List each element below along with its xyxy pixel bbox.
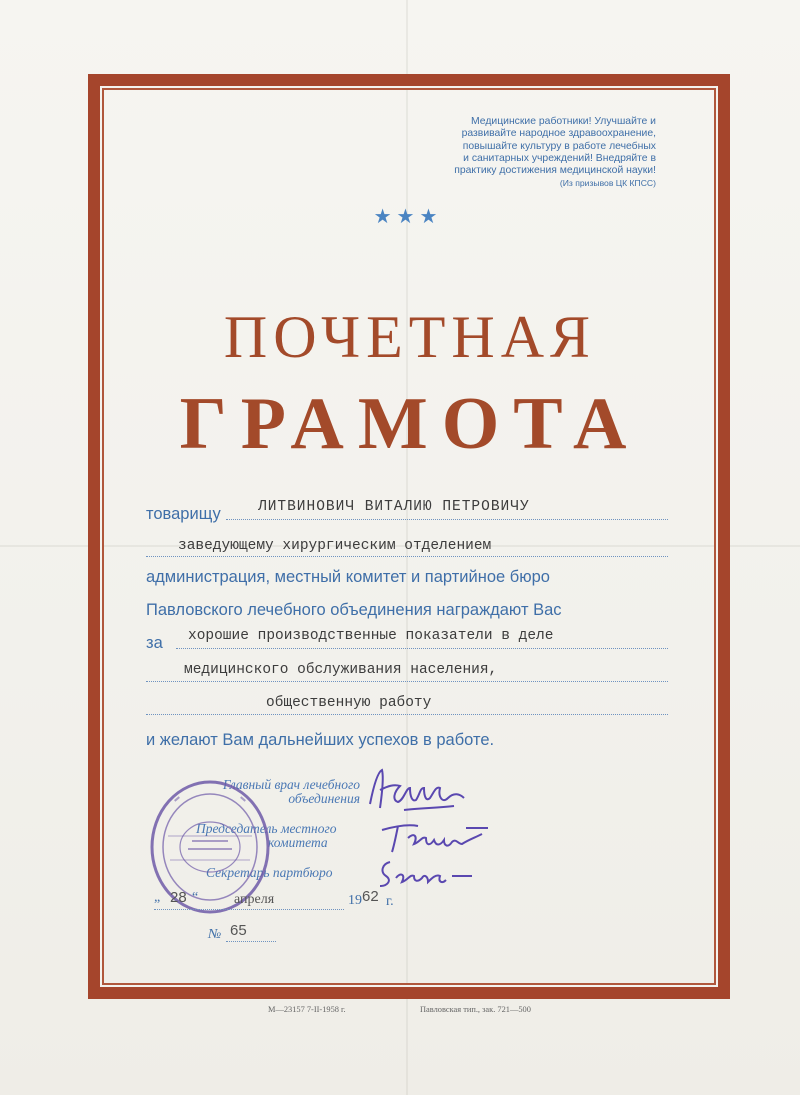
secretary-label: Секретарь партбюро xyxy=(206,865,333,880)
slogan-source: (Из призывов ЦК КПСС) xyxy=(559,178,656,189)
date-open-quote: „ xyxy=(154,890,161,905)
recipient-position: заведующему хирургическим отделением xyxy=(178,538,492,554)
title-line-2: ГРАМОТА xyxy=(179,383,641,465)
date-year-prefix: 19 xyxy=(348,893,362,908)
number-value: 65 xyxy=(230,922,247,939)
dotted-line xyxy=(146,681,668,682)
body-line-1: администрация, местный комитет и партийное бюро xyxy=(146,568,550,586)
date-year-end: г. xyxy=(386,894,394,909)
committee-label-line: Председатель местного xyxy=(196,821,337,836)
reason-line-1: хорошие производственные показатели в деле xyxy=(188,628,554,644)
slogan-line: развивайте народное здравоохранение, xyxy=(461,128,656,140)
slogan-line: повышайте культуру в работе лечебных xyxy=(462,140,656,152)
slogan-line: практику достижения медицинской науки! xyxy=(454,165,656,177)
date-close-quote: “ xyxy=(192,890,199,905)
date-year-suffix: 62 xyxy=(362,888,379,905)
footer-order-code: М—23157 7-II-1958 г. xyxy=(268,1005,346,1014)
slogan-line: Медицинские работники! Улучшайте и xyxy=(471,116,656,127)
party-slogan xyxy=(401,116,656,190)
committee-label-line: комитета xyxy=(268,835,328,850)
reason-line-2: медицинского обслуживания населения, xyxy=(184,662,498,678)
stars-icon: ★★★ xyxy=(373,206,443,228)
dotted-line xyxy=(146,714,668,715)
chief-doctor-label-line: Главный врач лечебного xyxy=(222,777,360,792)
dotted-line xyxy=(176,648,668,649)
chief-doctor-signature xyxy=(364,764,474,824)
secretary-signature xyxy=(374,852,478,892)
date-day: 28 xyxy=(170,889,187,906)
footer-printer: Павловская тип., зак. 721—500 xyxy=(420,1005,531,1014)
slogan-line: и санитарных учреждений! Внедряйте в xyxy=(463,152,656,164)
dotted-line xyxy=(226,519,668,520)
number-dotted-line xyxy=(226,941,276,942)
number-label: № xyxy=(208,927,222,942)
dotted-line xyxy=(146,556,668,557)
body-line-2: Павловского лечебного объединения награждают Вас xyxy=(146,601,562,619)
title-line-1: ПОЧЕТНАЯ xyxy=(223,304,597,370)
recipient-name: ЛИТВИНОВИЧ ВИТАЛИЮ ПЕТРОВИЧУ xyxy=(258,499,530,515)
closing-line: и желают Вам дальнейших успехов в работе. xyxy=(146,731,495,749)
reason-line-3: общественную работу xyxy=(266,695,432,711)
date-dotted-line xyxy=(154,909,344,910)
recipient-prefix: товарищу xyxy=(146,505,221,523)
za-label: за xyxy=(146,634,163,652)
date-month: апреля xyxy=(234,892,275,907)
chief-doctor-label-line: объединения xyxy=(288,791,360,806)
